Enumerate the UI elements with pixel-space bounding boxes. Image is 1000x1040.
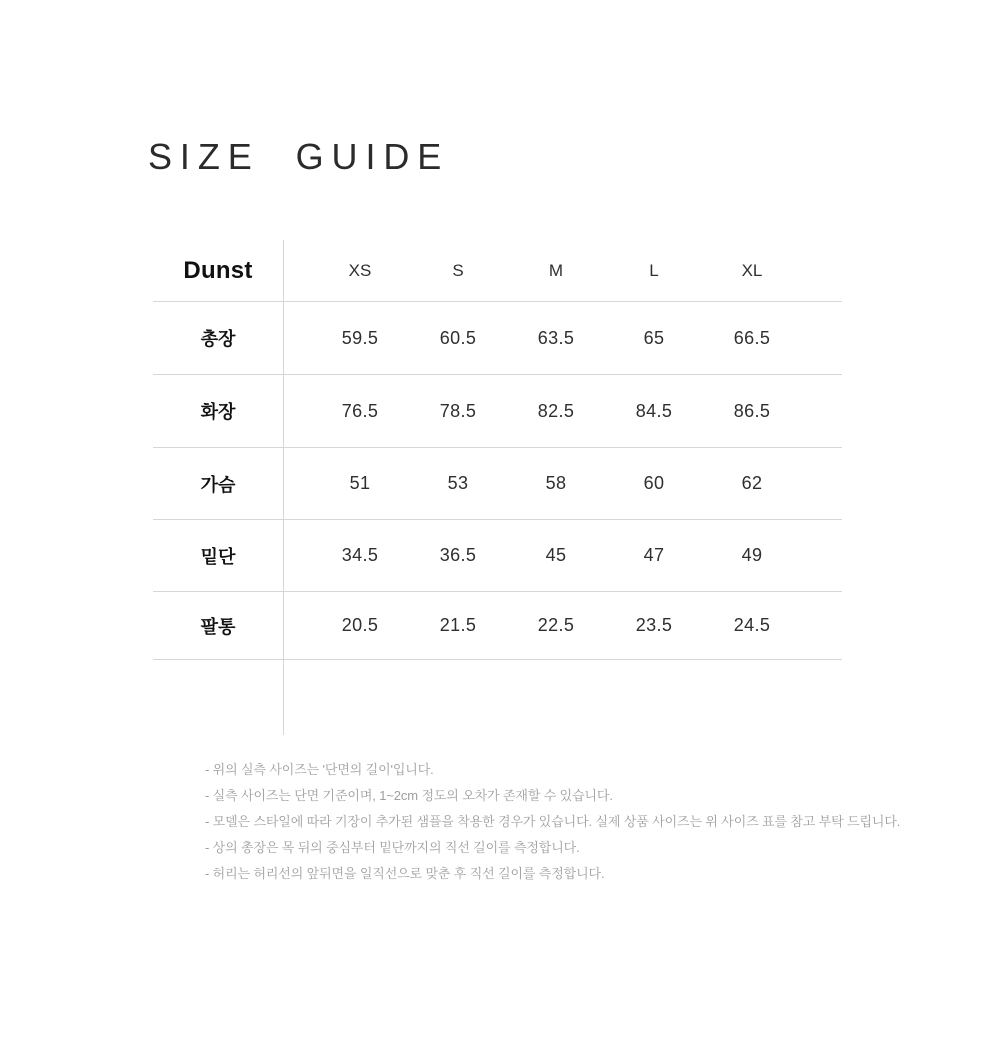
table-cell: 59.5 [341, 327, 379, 348]
size-notes [205, 757, 900, 887]
table-cell: 86.5 [733, 400, 771, 421]
table-cell: 78.5 [439, 400, 477, 421]
table-cell: 24.5 [733, 615, 771, 635]
column-header-m: M [548, 260, 564, 280]
table-row-hem [153, 520, 842, 592]
row-label: 총장 [200, 329, 236, 349]
column-header-l: L [649, 260, 659, 280]
column-divider-line [283, 240, 284, 735]
table-cell: 66.5 [733, 327, 771, 348]
table-cell: 53 [447, 473, 469, 493]
table-cell: 36.5 [439, 545, 477, 565]
table-empty-row [153, 660, 842, 734]
note-line: - 위의 실측 사이즈는 '단면의 길이'입니다. [205, 762, 434, 777]
page-title: SIZE GUIDE [148, 136, 450, 177]
table-cell: 22.5 [537, 615, 575, 635]
note-line: - 허리는 허리선의 앞뒤면을 일직선으로 맞춘 후 직선 길이를 측정합니다. [205, 866, 605, 881]
note-line: - 실측 사이즈는 단면 기준이며, 1~2cm 정도의 오차가 존재할 수 있습니다. [205, 788, 613, 803]
table-cell: 21.5 [439, 615, 477, 635]
table-row-sleeve [153, 375, 842, 448]
table-header-row [153, 240, 842, 302]
table-cell: 58 [545, 473, 567, 493]
row-label: 밑단 [200, 546, 236, 567]
row-label: 가슴 [200, 474, 236, 495]
table-cell: 47 [643, 545, 665, 565]
brand-name: Dunst [183, 256, 253, 284]
row-label: 화장 [200, 402, 236, 422]
table-cell: 20.5 [341, 615, 379, 635]
table-cell: 65 [643, 327, 665, 348]
table-cell: 62 [741, 473, 763, 493]
table-cell: 63.5 [537, 327, 575, 348]
table-cell: 60.5 [439, 327, 477, 348]
table-cell: 76.5 [341, 400, 379, 421]
table-cell: 60 [643, 473, 665, 493]
note-line: - 모델은 스타일에 따라 기장이 추가된 샘플을 착용한 경우가 있습니다. 실제 상품 사이즈는 위 사이즈 표를 참고 부탁 드립니다. [205, 814, 901, 829]
table-row-total-length [153, 302, 842, 375]
note-line: - 상의 총장은 목 뒤의 중심부터 밑단까지의 직선 길이를 측정합니다. [205, 840, 580, 855]
table-cell: 82.5 [537, 400, 575, 421]
row-label: 팔통 [200, 616, 236, 637]
table-row-arm-width [153, 592, 842, 660]
table-cell: 84.5 [635, 400, 673, 421]
table-cell: 34.5 [341, 545, 379, 565]
table-cell: 23.5 [635, 615, 673, 635]
size-guide-table [153, 240, 842, 735]
table-row-chest [153, 448, 842, 520]
column-header-xs: XS [348, 260, 372, 280]
table-cell: 49 [741, 545, 763, 565]
table-cell: 45 [545, 545, 567, 565]
column-header-xl: XL [741, 260, 763, 280]
table-cell: 51 [349, 473, 371, 493]
column-header-s: S [452, 260, 464, 280]
